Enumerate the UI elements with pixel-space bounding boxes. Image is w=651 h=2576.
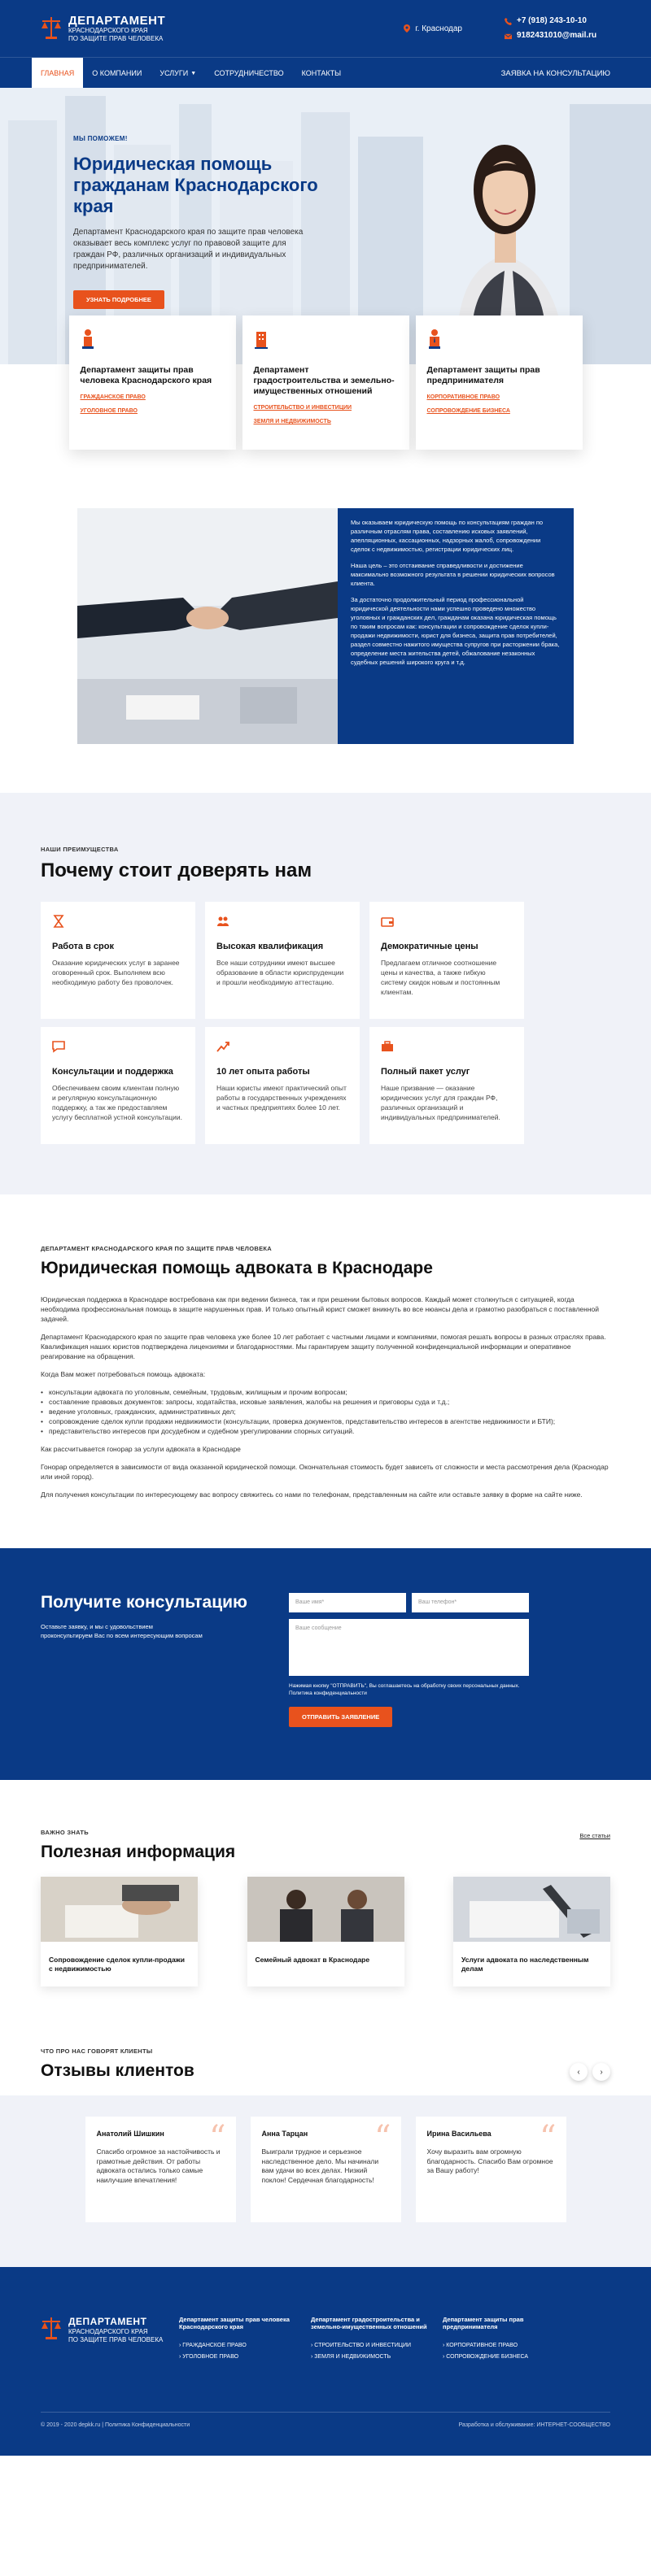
footer-link[interactable]: › ЗЕМЛЯ И НЕДВИЖИМОСТЬ bbox=[311, 2352, 431, 2363]
advantage-title: 10 лет опыта работы bbox=[216, 1067, 310, 1077]
review-card bbox=[85, 2117, 236, 2222]
footer-link[interactable]: › СТРОИТЕЛЬСТВО И ИНВЕСТИЦИИ bbox=[311, 2340, 431, 2352]
about-paragraph: За достаточно продолжительный период профессиональной юридической деятельности нами успешно проведено множество уголовных и гражданских дел, гражданам оказана юридическая помощь по таким вопросам как: консультации и сопровождение сделок купли-продажи недвижимости, юрист для бизнеса, защита прав потребителей, раздел совместно нажитого имущества супругов при расторжении брака, определение места жительства детей, обжалование незаконных судебных решений широкого круга и т.д. bbox=[351, 596, 560, 666]
advantage-card bbox=[41, 1027, 195, 1144]
article-paragraph: Когда Вам может потребоваться помощь адвоката: bbox=[41, 1370, 206, 1378]
card-link[interactable]: СТРОИТЕЛЬСТВО И ИНВЕСТИЦИИ bbox=[253, 405, 352, 411]
article-list-item: • сопровождение сделок купли продажи недвижимости (консультации, проверка документов, представительство интересов в агентстве недвижимости и БТИ); bbox=[41, 1416, 610, 1426]
handshake-photo bbox=[77, 508, 338, 744]
chevron-right-icon: › bbox=[600, 2067, 603, 2077]
footer-link[interactable]: › СОПРОВОЖДЕНИЕ БИЗНЕСА bbox=[443, 2352, 563, 2363]
article-card[interactable] bbox=[41, 1877, 198, 1986]
hero-kicker: МЫ ПОМОЖЕМ! bbox=[73, 135, 128, 142]
advantage-title: Высокая квалификация bbox=[216, 942, 324, 951]
phone-number: +7 (918) 243-10-10 bbox=[517, 16, 587, 25]
advantage-text: Обеспечиваем своим клиентам полную и регулярную консультационную поддержку, а так же предоставляем услугу бесплатной устной консультации. bbox=[52, 1084, 182, 1121]
nav-cooperation[interactable]: СОТРУДНИЧЕСТВО bbox=[214, 69, 284, 77]
chevron-down-icon: ▼ bbox=[190, 70, 197, 76]
advantage-card bbox=[369, 1027, 524, 1144]
advantage-card bbox=[41, 902, 195, 1019]
nav-services-label: УСЛУГИ bbox=[159, 69, 189, 77]
review-text: Спасибо огромное за настойчивость и грамотные действия. От работы адвоката остались только самые наилучшие впечатления! bbox=[96, 2147, 221, 2184]
article-card-title: Семейный адвокат в Краснодаре bbox=[255, 1956, 370, 1964]
review-author: Ирина Васильева bbox=[426, 2130, 492, 2138]
footer-column bbox=[179, 2316, 299, 2363]
department-cards bbox=[0, 315, 651, 450]
chat-icon bbox=[52, 1040, 65, 1053]
chevron-left-icon: ‹ bbox=[577, 2067, 580, 2077]
department-card[interactable] bbox=[69, 315, 236, 450]
review-card bbox=[251, 2117, 401, 2222]
card-link[interactable]: ГРАЖДАНСКОЕ ПРАВО bbox=[80, 394, 146, 400]
hourglass-icon bbox=[52, 915, 65, 928]
privacy-consent-text: Нажимая кнопку "ОТПРАВИТЬ", Вы соглашаетесь на обработку своих персональных данных. Политика конфиденциальности bbox=[289, 1683, 520, 1696]
city-label: г. Краснодар bbox=[415, 24, 462, 33]
footer-logo[interactable] bbox=[41, 2316, 171, 2363]
wallet-icon bbox=[381, 915, 394, 928]
advantage-card bbox=[205, 902, 360, 1019]
article-card[interactable] bbox=[453, 1877, 610, 1986]
about-paragraph: Наша цель – это отстаивание справедливости и достижение максимально возможного результата в решении юридических вопросов клиента. bbox=[351, 562, 555, 587]
main-nav bbox=[0, 57, 651, 88]
seo-article bbox=[0, 1194, 651, 1548]
department-card[interactable] bbox=[416, 315, 583, 450]
footer-column bbox=[311, 2316, 431, 2363]
footer-logo-subtitle-1: КРАСНОДАРСКОГО КРАЯ bbox=[68, 2328, 148, 2335]
mail-icon bbox=[505, 33, 512, 40]
site-logo[interactable] bbox=[41, 15, 165, 43]
prev-arrow-button[interactable] bbox=[570, 2063, 588, 2081]
review-card bbox=[416, 2117, 566, 2222]
header-contacts bbox=[505, 14, 610, 43]
footer-link[interactable]: › ГРАЖДАНСКОЕ ПРАВО bbox=[179, 2340, 299, 2352]
article-paragraph: Гонорар определяется в зависимости от вида оказанной юридической помощи. Окончательная стоимость будет зависеть от сложности и места рассмотрения дела (Краснодар или иной город). bbox=[41, 1463, 609, 1481]
consult-text: Оставьте заявку, и мы с удовольствием проконсультируем Вас по всем интересующим вопросам bbox=[41, 1623, 203, 1639]
message-textarea[interactable]: Ваше сообщение bbox=[289, 1619, 529, 1676]
review-text: Хочу выразить вам огромную благодарность. Спасибо Вам огромное за Вашу работу! bbox=[426, 2147, 553, 2174]
advantages-section bbox=[0, 793, 651, 1194]
advantages-kicker: НАШИ ПРЕИМУЩЕСТВА bbox=[41, 846, 119, 853]
advantage-title: Полный пакет услуг bbox=[381, 1067, 470, 1077]
learn-more-button[interactable]: УЗНАТЬ ПОДРОБНЕЕ bbox=[73, 290, 164, 309]
article-body bbox=[41, 1295, 610, 1499]
name-input[interactable]: Ваше имя* bbox=[289, 1593, 406, 1612]
scales-icon bbox=[41, 15, 62, 41]
article-list-item: • представительство интересов при досудебном и судебном урегулировании спорных ситуаций. bbox=[41, 1426, 610, 1436]
consultation-form bbox=[289, 1593, 529, 1727]
department-card[interactable] bbox=[242, 315, 409, 450]
inheritance-documents-image bbox=[453, 1877, 610, 1942]
card-link[interactable]: СОПРОВОЖДЕНИЕ БИЗНЕСА bbox=[426, 408, 510, 414]
footer-bottom-bar bbox=[41, 2412, 610, 2428]
advantage-card bbox=[205, 1027, 360, 1144]
article-card[interactable] bbox=[247, 1877, 404, 1986]
nav-about[interactable]: О КОМПАНИИ bbox=[92, 69, 142, 77]
advantage-text: Наше призвание — оказание юридических услуг для граждан РФ, различных организаций и индивидуальных предпринимателей. bbox=[381, 1084, 500, 1121]
family-lawyer-image bbox=[247, 1877, 404, 1942]
article-list-item: • консультации адвоката по уголовным, семейным, трудовым, жилищным и прочим вопросам; bbox=[41, 1387, 610, 1397]
reviews-title: Отзывы клиентов bbox=[41, 2061, 194, 2080]
article-paragraph: Как рассчитывается гонорар за услуги адвоката в Краснодаре bbox=[41, 1445, 241, 1453]
footer-column bbox=[443, 2316, 563, 2363]
scales-icon bbox=[41, 2316, 62, 2342]
logo-title: ДЕПАРТАМЕНТ bbox=[68, 13, 166, 28]
phone-input[interactable]: Ваш телефон* bbox=[412, 1593, 529, 1612]
footer-column-title: Департамент защиты прав предпринимателя bbox=[443, 2316, 524, 2330]
article-title: Юридическая помощь адвоката в Краснодаре bbox=[41, 1259, 433, 1277]
quote-icon: “ bbox=[540, 2119, 557, 2156]
article-cards bbox=[41, 1877, 610, 1986]
contract-signing-image bbox=[41, 1877, 198, 1942]
next-arrow-button[interactable] bbox=[592, 2063, 610, 2081]
about-section bbox=[77, 508, 574, 744]
article-card-title: Сопровождение сделок купли-продажи с недвижимостью bbox=[49, 1956, 185, 1973]
city-selector[interactable] bbox=[404, 24, 462, 33]
advantage-title: Демократичные цены bbox=[381, 942, 478, 951]
consultation-form-section bbox=[0, 1548, 651, 1780]
article-list-item: • составление правовых документов: запросы, ходатайства, исковые заявления, жалобы на решения и приговоры суда и т.д.; bbox=[41, 1397, 610, 1407]
nav-services[interactable] bbox=[151, 58, 205, 89]
advantage-text: Оказание юридических услуг в заранее оговоренный срок. Выполняем всю необходимую работу без проволочек. bbox=[52, 959, 180, 986]
footer-logo-title: ДЕПАРТАМЕНТ bbox=[68, 2316, 147, 2327]
submit-button[interactable]: ОТПРАВИТЬ ЗАЯВЛЕНИЕ bbox=[289, 1707, 392, 1727]
footer-logo-subtitle-2: ПО ЗАЩИТЕ ПРАВ ЧЕЛОВЕКА bbox=[68, 2336, 164, 2343]
businessman-icon bbox=[427, 329, 442, 350]
copyright-text[interactable]: © 2019 - 2020 depkk.ru | Политика Конфиденциальности bbox=[41, 2422, 190, 2428]
person-icon bbox=[81, 329, 95, 350]
advantage-title: Консультации и поддержка bbox=[52, 1067, 173, 1077]
advantage-text: Наши юристы имеют практический опыт работы в государственных учреждениях и частных предприятиях более 10 лет. bbox=[216, 1084, 347, 1112]
about-paragraph: Мы оказываем юридическую помощь по консультациям граждан по различным отраслям права, составлению исковых заявлений, апелляционных, кассационных, надзорных жалоб, сопровождении сделок с недвижимостью, регистрации юридических лиц. bbox=[351, 519, 544, 553]
article-kicker: ДЕПАРТАМЕНТ КРАСНОДАРСКОГО КРАЯ ПО ЗАЩИТЕ ПРАВ ЧЕЛОВЕКА bbox=[41, 1245, 272, 1252]
department-card-title: Департамент градостроительства и земельно-имущественных отношений bbox=[253, 365, 395, 396]
about-text-panel bbox=[338, 508, 574, 744]
hero-title: Юридическая помощь гражданам Краснодарского края bbox=[73, 154, 318, 216]
developer-credit[interactable]: Разработка и обслуживание: ИНТЕРНЕТ-СООБЩЕСТВО bbox=[458, 2422, 610, 2428]
review-author: Анна Тарцан bbox=[261, 2130, 308, 2138]
advantage-card bbox=[369, 902, 524, 1019]
useful-info-section bbox=[0, 1780, 651, 1986]
footer-link[interactable]: › КОРПОРАТИВНОЕ ПРАВО bbox=[443, 2340, 563, 2352]
article-paragraph: Департамент Краснодарского края по защите прав человека уже более 10 лет работает с частными лицами и компаниями, помогая решать вопросы в разных отраслях права. Квалификация наших юристов подтверждена лицензиями и благодарностями. Мы гарантируем защиту полученной конфиденциальной информации и оперативное реагирование на обращения. bbox=[41, 1333, 606, 1360]
footer-link[interactable]: › УГОЛОВНОЕ ПРАВО bbox=[179, 2352, 299, 2363]
department-card-title: Департамент защиты прав предпринимателя bbox=[426, 365, 540, 385]
reviews-kicker: ЧТО ПРО НАС ГОВОРЯТ КЛИЕНТЫ bbox=[41, 2047, 153, 2055]
nav-home[interactable]: ГЛАВНАЯ bbox=[32, 58, 83, 89]
card-link[interactable]: КОРПОРАТИВНОЕ ПРАВО bbox=[426, 394, 500, 400]
briefcase-icon bbox=[381, 1040, 394, 1053]
team-icon bbox=[216, 915, 229, 928]
article-list bbox=[41, 1387, 610, 1436]
email-address: 9182431010@mail.ru bbox=[517, 31, 597, 40]
review-author: Анатолий Шишкин bbox=[96, 2130, 164, 2138]
email-row[interactable] bbox=[505, 28, 610, 43]
reviews-section bbox=[0, 1986, 651, 2267]
logo-subtitle-1: КРАСНОДАРСКОГО КРАЯ bbox=[68, 26, 148, 34]
article-card-title: Услуги адвоката по наследственным делам bbox=[461, 1956, 589, 1973]
footer-column-title: Департамент градостроительства и земельно-имущественных отношений bbox=[311, 2316, 427, 2330]
footer-column-title: Департамент защиты прав человека Краснодарского края bbox=[179, 2316, 290, 2330]
article-list-item: • ведение уголовных, гражданских, административных дел; bbox=[41, 1407, 610, 1416]
quote-icon: “ bbox=[209, 2119, 226, 2156]
advantages-grid bbox=[41, 902, 610, 1144]
quote-icon: “ bbox=[374, 2119, 391, 2156]
nav-contacts[interactable]: КОНТАКТЫ bbox=[301, 69, 342, 77]
location-pin-icon bbox=[404, 24, 410, 33]
phone-row[interactable] bbox=[505, 14, 610, 28]
logo-subtitle-2: ПО ЗАЩИТЕ ПРАВ ЧЕЛОВЕКА bbox=[68, 34, 164, 42]
consult-title: Получите консультацию bbox=[41, 1593, 247, 1612]
department-card-title: Департамент защиты прав человека Краснодарского края bbox=[80, 365, 212, 385]
article-paragraph: Для получения консультации по интересующему вас вопросу свяжитесь со нами по телефонам, представленным на сайте или оставьте заявку в форме на сайте ниже. bbox=[41, 1490, 583, 1499]
growth-chart-icon bbox=[216, 1040, 229, 1053]
card-link[interactable]: УГОЛОВНОЕ ПРАВО bbox=[80, 408, 138, 414]
useful-kicker: ВАЖНО ЗНАТЬ bbox=[41, 1829, 90, 1836]
article-paragraph: Юридическая поддержка в Краснодаре востребована как при ведении бизнеса, так и при решении бытовых вопросов. Каждый может столкнуться с ситуацией, когда необходима профессиональная помощь в защите нарушенных прав. И только опытный юрист сможет вникнуть во все нюансы дела и грамотно разобраться с поставленной задачей. bbox=[41, 1295, 600, 1323]
consultation-request-link[interactable]: ЗАЯВКА НА КОНСУЛЬТАЦИЮ bbox=[500, 68, 610, 78]
hero-text: Департамент Краснодарского края по защите прав человека оказывает весь комплекс услуг по правовой защите для граждан РФ, различных организаций и индивидуальных предпринимателей. bbox=[73, 228, 304, 271]
advantage-text: Предлагаем отличное соотношение цены и качества, а также гибкую систему скидок новым и постоянным клиентам. bbox=[381, 959, 500, 996]
card-link[interactable]: ЗЕМЛЯ И НЕДВИЖИМОСТЬ bbox=[253, 419, 331, 424]
site-footer bbox=[0, 2267, 651, 2456]
reviews-carousel bbox=[0, 2095, 651, 2267]
useful-title: Полезная информация bbox=[41, 1843, 236, 1861]
review-text: Выиграли трудное и серьезное наследственное дело. Мы начинали вам удачи во всех делах. Низкий поклон! Сердечная благодарность! bbox=[261, 2147, 379, 2184]
top-header bbox=[0, 0, 651, 57]
advantages-title: Почему стоит доверять нам bbox=[41, 859, 312, 881]
phone-icon bbox=[505, 18, 512, 25]
advantage-text: Все наши сотрудники имеют высшее образование в области юриспруденции и прошли необходимую аттестацию. bbox=[216, 959, 344, 986]
building-icon bbox=[254, 329, 269, 350]
advantage-title: Работа в срок bbox=[52, 942, 114, 951]
all-articles-link[interactable]: Все статьи bbox=[579, 1832, 610, 1839]
